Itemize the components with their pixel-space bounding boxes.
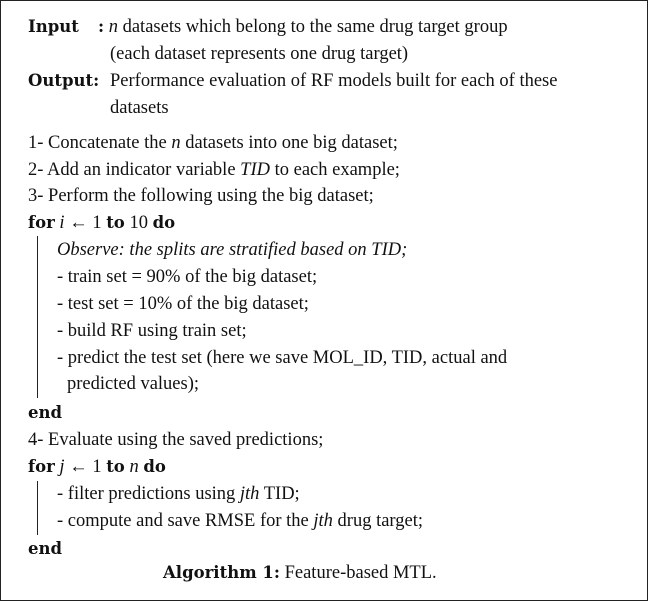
loop-1-line: Observe: the splits are stratified based on TID; xyxy=(57,240,408,260)
for-loop-2-header: for j ← 1 to n do xyxy=(28,457,166,477)
loop-2-bar xyxy=(37,481,38,535)
loop-2-line: - compute and save RMSE for the jth drug target; xyxy=(57,511,423,531)
step-2: 2- Add an indicator variable TID to each example; xyxy=(28,160,400,180)
output-line: Performance evaluation of RF models built for each of these xyxy=(110,71,558,91)
loop-1-end: end xyxy=(28,403,63,422)
for-loop-1-header: for i ← 1 to 10 do xyxy=(28,213,176,233)
step-3: 3- Perform the following using the big dataset; xyxy=(28,186,374,206)
output-label: Output: xyxy=(28,71,100,90)
step-4: 4- Evaluate using the saved predictions; xyxy=(28,430,324,450)
loop-1-line: - test set = 10% of the big dataset; xyxy=(57,294,309,314)
algorithm-caption: Algorithm 1: Feature-based MTL. xyxy=(163,563,437,583)
input-line: : n datasets which belong to the same drug target group xyxy=(98,17,508,37)
step-1: 1- Concatenate the n datasets into one big dataset; xyxy=(28,133,398,153)
loop-1-line: - train set = 90% of the big dataset; xyxy=(57,267,318,287)
loop-1-bar xyxy=(37,236,38,398)
output-line-2: datasets xyxy=(110,98,169,118)
loop-1-line: - predict the test set (here we save MOL_ID, TID, actual and xyxy=(57,348,508,368)
loop-1-line: - build RF using train set; xyxy=(57,321,247,341)
loop-1-line: predicted values); xyxy=(67,374,200,394)
input-label: Input xyxy=(28,17,79,36)
loop-2-end: end xyxy=(28,539,63,558)
input-line-2: (each dataset represents one drug target) xyxy=(110,44,409,64)
loop-2-line: - filter predictions using jth TID; xyxy=(57,484,300,504)
